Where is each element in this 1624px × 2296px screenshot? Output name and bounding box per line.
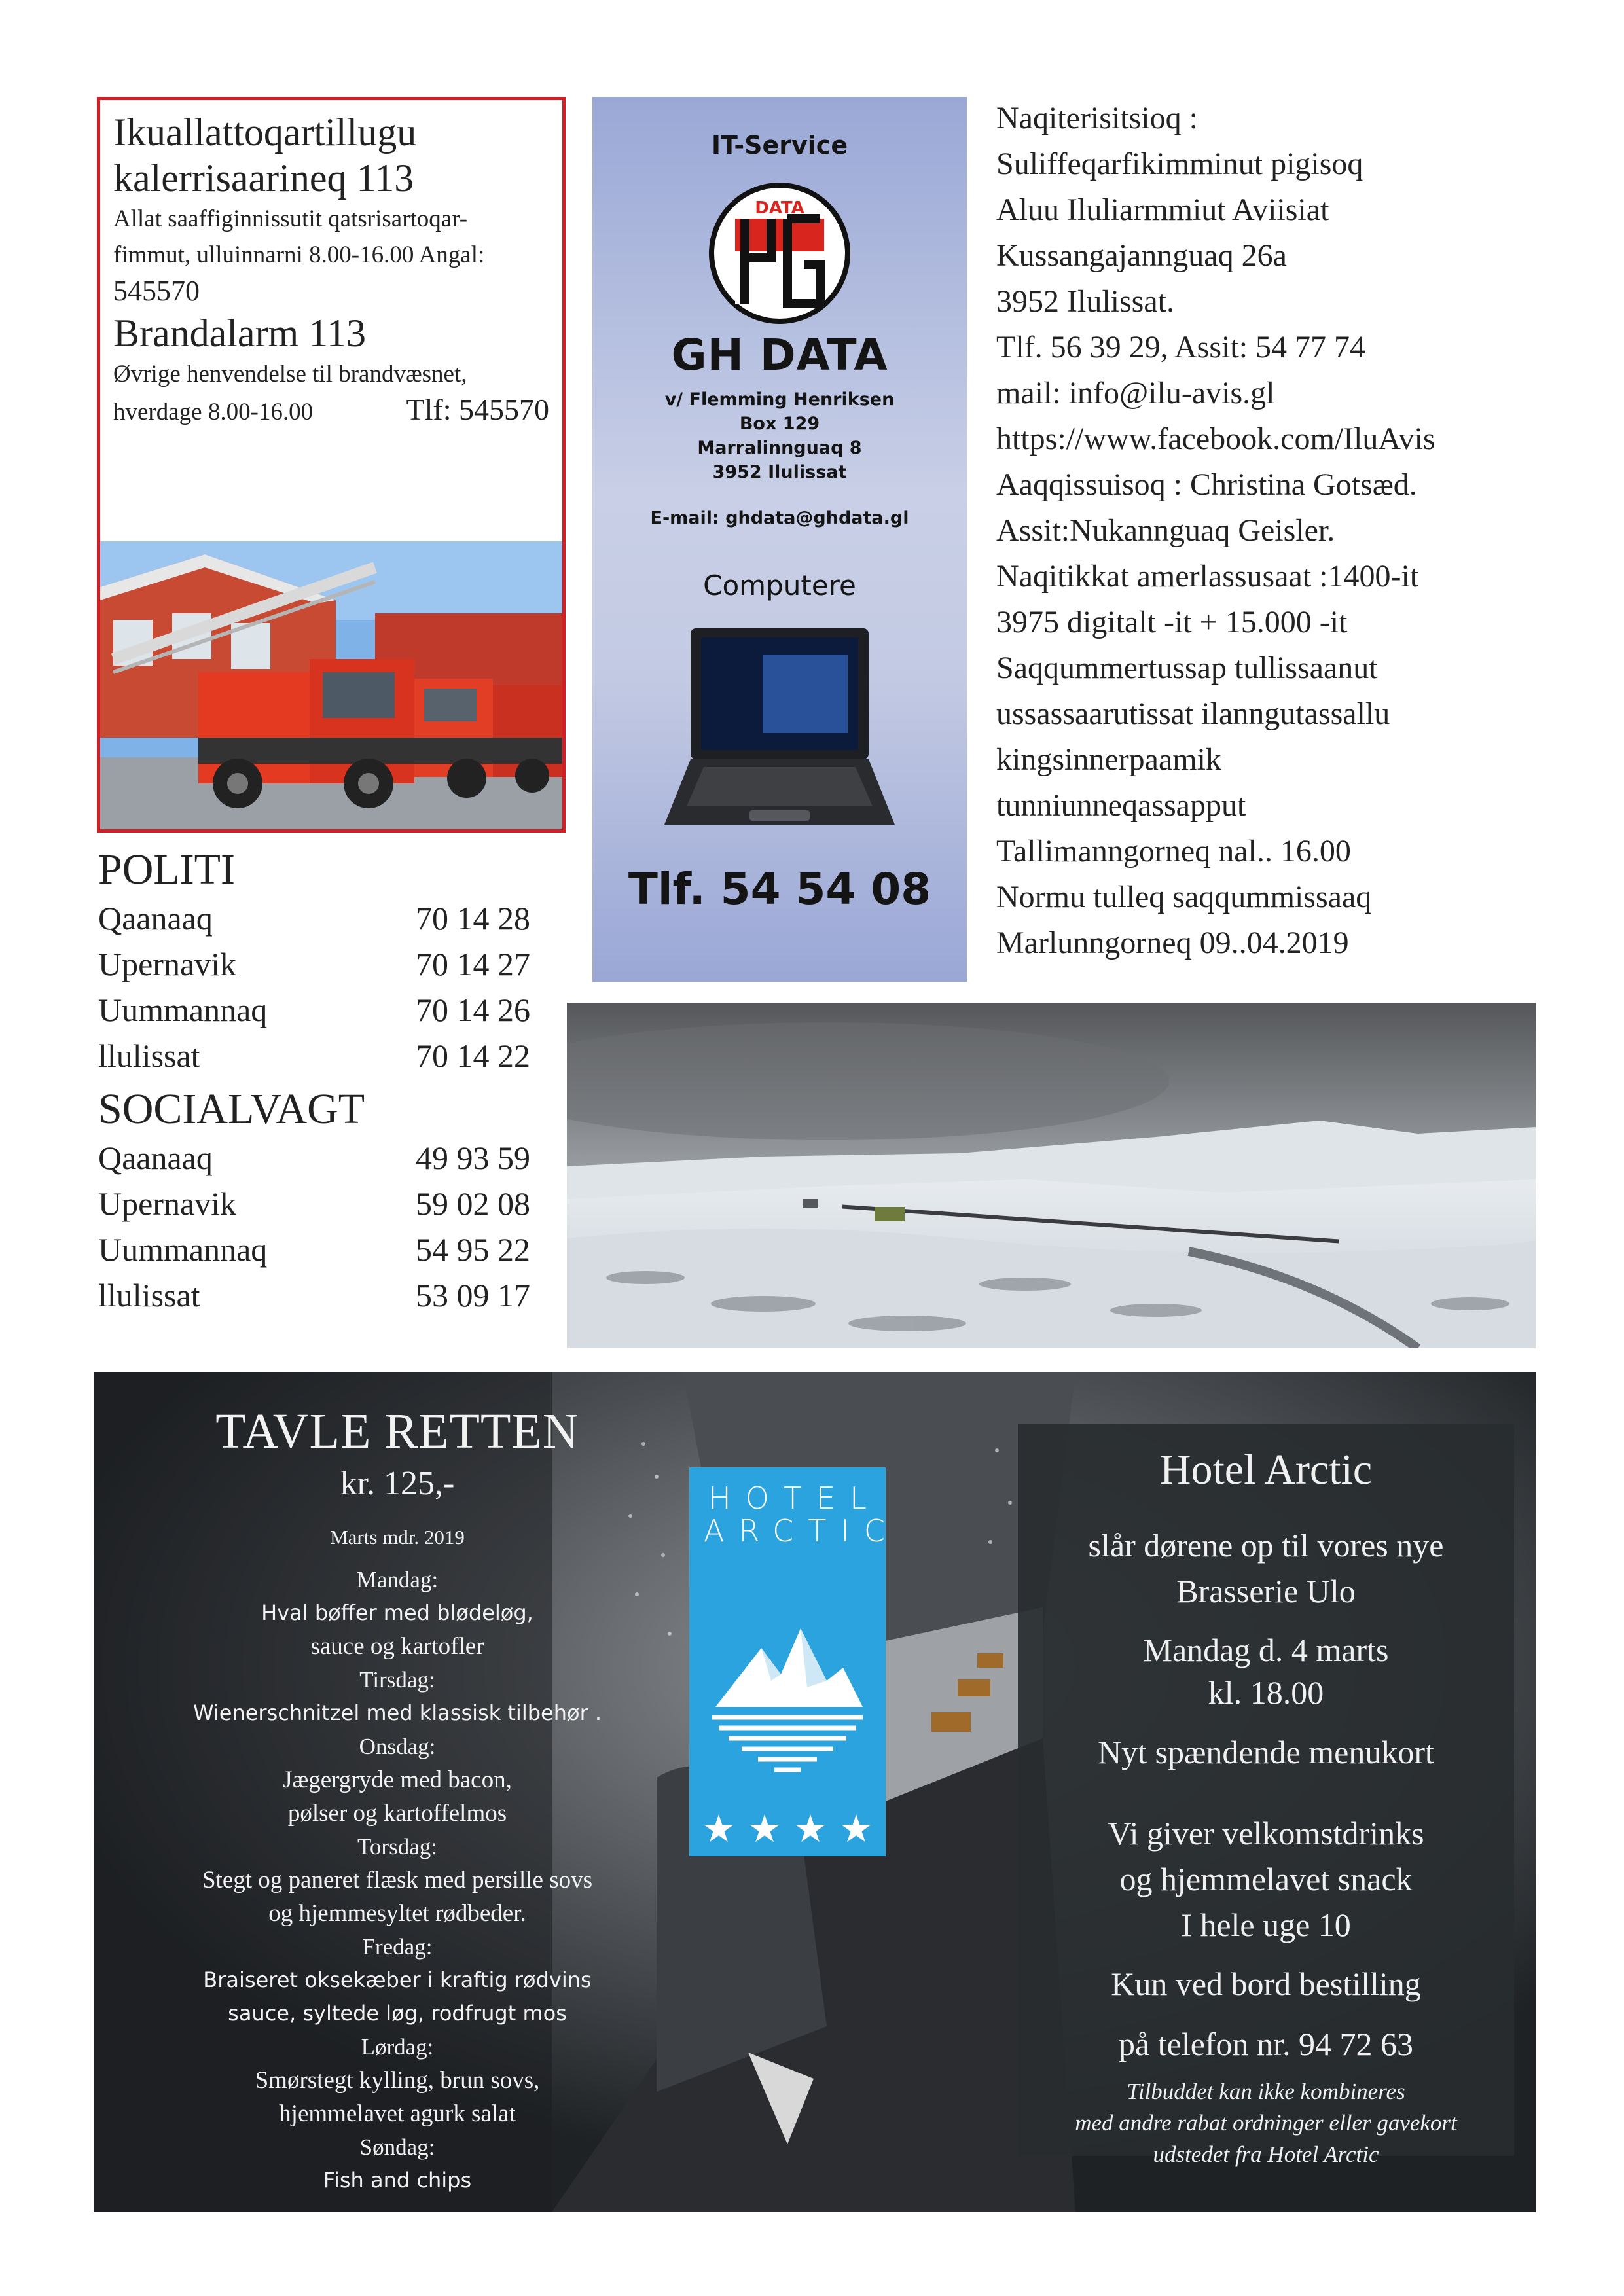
hotel-arctic-logo bbox=[689, 1467, 900, 1856]
menu-dish: sauce og kartofler bbox=[310, 1633, 484, 1660]
phone: 49 93 59 bbox=[416, 1139, 530, 1176]
colophon bbox=[996, 96, 1540, 966]
menu-dish: sauce, syltede løg, rodfrugt mos bbox=[228, 2001, 567, 2026]
menu-day: Fredag: bbox=[362, 1934, 433, 1960]
opening-line: slår dørene op til vores nye bbox=[1088, 1527, 1444, 1564]
police-entry bbox=[98, 1033, 530, 1079]
colophon-line: kingsinnerpaamik bbox=[996, 742, 1221, 777]
town: llulissat bbox=[98, 1277, 200, 1314]
menu-dish: hjemmelavet agurk salat bbox=[279, 2100, 516, 2127]
social-service-numbers bbox=[98, 1084, 530, 1318]
welcome-line: I hele uge 10 bbox=[1181, 1907, 1351, 1943]
opening-line: Brasserie Ulo bbox=[1176, 1573, 1356, 1609]
colophon-line: ussassaarutissat ilanngutassallu bbox=[996, 696, 1390, 731]
colophon-line: Tallimanngorneq nal.. 16.00 bbox=[996, 834, 1351, 869]
menu-dish: Wienerschnitzel med klassisk tilbehør . bbox=[192, 1700, 602, 1725]
gh-it-service: IT-Service bbox=[711, 131, 848, 160]
menu-dish: Jægergryde med bacon, bbox=[283, 1767, 512, 1793]
logo-word-arctic: ARCTIC bbox=[704, 1513, 900, 1549]
gh-address-line: v/ Flemming Henriksen bbox=[664, 389, 895, 410]
phone: 59 02 08 bbox=[416, 1185, 530, 1222]
fire-ad-desc-3: 545570 bbox=[113, 275, 200, 307]
fire-ad-title-2: kalerrisaarineq 113 bbox=[113, 156, 414, 200]
phone: 70 14 22 bbox=[416, 1037, 530, 1074]
menu-day: Mandag: bbox=[356, 1567, 439, 1592]
welcome-line: Vi giver velkomstdrinks bbox=[1108, 1815, 1424, 1852]
gh-address-line: Box 129 bbox=[739, 414, 820, 434]
menu-month: Marts mdr. 2019 bbox=[330, 1526, 465, 1549]
police-entry bbox=[98, 941, 530, 987]
colophon-line: Assit:Nukannguaq Geisler. bbox=[996, 513, 1335, 548]
colophon-line: Naqiterisitsioq : bbox=[996, 101, 1198, 135]
colophon-line: Kussangajannguaq 26a bbox=[996, 238, 1287, 273]
social-entry bbox=[98, 1181, 530, 1227]
logo-word-hotel: HOTEL bbox=[708, 1480, 881, 1516]
town: Upernavik bbox=[98, 1185, 237, 1222]
snowy-landscape-photo bbox=[567, 1003, 1536, 1348]
police-entry bbox=[98, 895, 530, 941]
menu-day: Søndag: bbox=[359, 2134, 435, 2160]
gh-computer-label: Computere bbox=[703, 569, 856, 601]
colophon-line: Aaqqissuisoq : Christina Gotsæd. bbox=[996, 467, 1417, 502]
phone: 70 14 27 bbox=[416, 946, 530, 982]
town: Qaanaaq bbox=[98, 1139, 213, 1176]
gh-address-line: 3952 Ilulissat bbox=[712, 462, 847, 482]
fire-ad-desc-2: fimmut, ulluinnarni 8.00-16.00 Angal: bbox=[113, 242, 485, 268]
town: Upernavik bbox=[98, 946, 237, 982]
fire-ad-alarm-title: Brandalarm 113 bbox=[113, 312, 366, 355]
gh-phone: Tlf. 54 54 08 bbox=[628, 864, 931, 914]
time-line: kl. 18.00 bbox=[1208, 1674, 1324, 1711]
town: Qaanaaq bbox=[98, 900, 213, 937]
welcome-line: og hjemmelavet snack bbox=[1119, 1861, 1413, 1897]
menu-price: kr. 125,- bbox=[340, 1465, 455, 1502]
gh-email: E-mail: ghdata@ghdata.gl bbox=[650, 508, 909, 528]
star-rating-icon: ★★★★ bbox=[702, 1806, 885, 1851]
fire-ad-hours-row bbox=[113, 392, 549, 430]
colophon-line: 3952 Ilulissat. bbox=[996, 284, 1174, 319]
colophon-email[interactable]: mail: info@ilu-avis.gl bbox=[996, 376, 1275, 410]
fire-department-ad bbox=[97, 97, 566, 833]
fire-ad-alarm-line: Øvrige henvendelse til brandvæsnet, bbox=[113, 361, 467, 387]
menu-day: Lørdag: bbox=[361, 2034, 434, 2060]
svg-text:DATA: DATA bbox=[755, 198, 804, 218]
police-entry bbox=[98, 987, 530, 1033]
phone: 54 95 22 bbox=[416, 1231, 530, 1268]
menu-line: Nyt spændende menukort bbox=[1098, 1734, 1434, 1770]
police-numbers bbox=[98, 844, 530, 1079]
colophon-line: Marlunngorneq 09..04.2019 bbox=[996, 925, 1349, 960]
fire-truck-photo bbox=[100, 541, 562, 829]
menu-dish: Hval bøffer med blødeløg, bbox=[261, 1600, 533, 1625]
daily-menu-panel bbox=[118, 1395, 676, 2212]
gh-address bbox=[592, 387, 967, 484]
gh-data-ad bbox=[592, 97, 967, 982]
colophon-facebook-link[interactable]: https://www.facebook.com/IluAvis bbox=[996, 422, 1435, 456]
date-line: Mandag d. 4 marts bbox=[1143, 1632, 1389, 1668]
menu-day: Onsdag: bbox=[359, 1734, 436, 1759]
fire-ad-phone: Tlf: 545570 bbox=[406, 393, 549, 426]
menu-dish: Braiseret oksekæber i kraftig rødvins bbox=[203, 1967, 592, 1992]
gh-data-logo-icon bbox=[706, 179, 854, 327]
fire-ad-hours: hverdage 8.00-16.00 bbox=[113, 399, 314, 425]
menu-day: Tirsdag: bbox=[359, 1667, 435, 1693]
colophon-line: tunniunneqassapput bbox=[996, 788, 1246, 823]
colophon-line: Naqitikkat amerlassusaat :1400-it bbox=[996, 559, 1419, 594]
disclaimer-line: udstedet fra Hotel Arctic bbox=[1153, 2142, 1379, 2167]
town: llulissat bbox=[98, 1037, 200, 1074]
hotel-arctic-ad bbox=[94, 1372, 1536, 2212]
colophon-line: Suliffeqarfikimminut pigisoq bbox=[996, 147, 1363, 181]
social-heading: SOCIALVAGT bbox=[98, 1085, 365, 1133]
phone: 53 09 17 bbox=[416, 1277, 530, 1314]
fire-ad-desc-1: Allat saaffiginnissutit qatsrisartoqar- bbox=[113, 206, 468, 232]
police-heading: POLITI bbox=[98, 846, 235, 893]
booking-line: Kun ved bord bestilling bbox=[1111, 1965, 1421, 2002]
phone: 70 14 28 bbox=[416, 900, 530, 937]
menu-dish: Smørstegt kylling, brun sovs, bbox=[255, 2067, 540, 2094]
hotel-title: Hotel Arctic bbox=[1159, 1446, 1373, 1494]
colophon-line: 3975 digitalt -it + 15.000 -it bbox=[996, 605, 1348, 639]
menu-dish: Stegt og paneret flæsk med persille sovs bbox=[202, 1867, 592, 1893]
colophon-line: Tlf. 56 39 29, Assit: 54 77 74 bbox=[996, 330, 1366, 365]
disclaimer-line: Tilbuddet kan ikke kombineres bbox=[1127, 2079, 1405, 2104]
menu-day: Torsdag: bbox=[357, 1834, 437, 1859]
town: Uummannaq bbox=[98, 992, 268, 1028]
brasserie-info-panel bbox=[1018, 1424, 1514, 2167]
menu-dish: Fish and chips bbox=[323, 2168, 472, 2193]
colophon-line: Normu tulleq saqqummissaaq bbox=[996, 880, 1372, 914]
iceberg-icon bbox=[689, 1615, 886, 1792]
menu-dish: og hjemmesyltet rødbeder. bbox=[268, 1900, 526, 1927]
gh-company-name: GH DATA bbox=[671, 330, 888, 380]
phone: 70 14 26 bbox=[416, 992, 530, 1028]
menu-dish: pølser og kartoffelmos bbox=[287, 1800, 507, 1827]
social-entry bbox=[98, 1135, 530, 1181]
town: Uummannaq bbox=[98, 1231, 268, 1268]
social-entry bbox=[98, 1272, 530, 1318]
disclaimer-line: med andre rabat ordninger eller gavekort bbox=[1075, 2110, 1457, 2136]
fire-ad-text bbox=[100, 100, 562, 430]
phone-line: på telefon nr. 94 72 63 bbox=[1119, 2026, 1413, 2062]
fire-ad-title-1: Ikuallattoqartillugu bbox=[113, 111, 417, 154]
colophon-line: Saqqummertussap tullissaanut bbox=[996, 651, 1378, 685]
social-entry bbox=[98, 1227, 530, 1272]
gh-address-line: Marralinnguaq 8 bbox=[697, 438, 862, 458]
colophon-line: Aluu Iluliarmmiut Aviisiat bbox=[996, 192, 1329, 227]
menu-title: TAVLE RETTEN bbox=[215, 1404, 579, 1459]
